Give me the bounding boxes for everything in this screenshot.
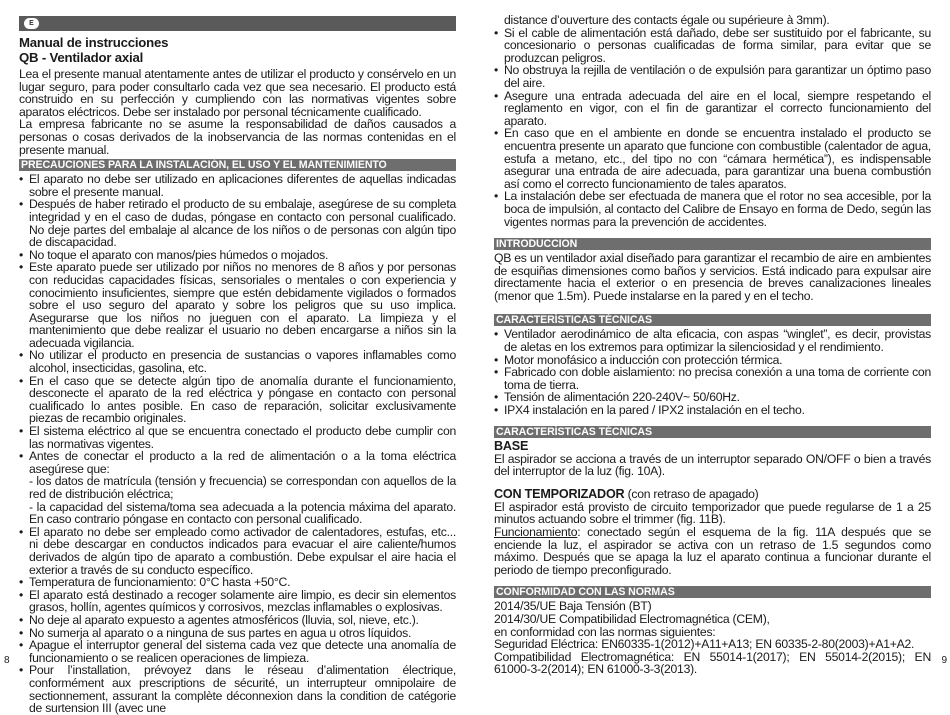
list-item: • Ventilador aerodinámico de alta eficacia, con aspas “winglet”, es decir, provistas de aletas en los extremos para optimizar la silenciosidad y el rendimiento. xyxy=(494,328,931,353)
technical-characteristics-list xyxy=(494,328,931,416)
page-number-left: 8 xyxy=(4,655,10,666)
list-item: • Antes de conectar el producto a la red de alimentación o a la toma eléctrica asegúrese que: xyxy=(19,450,456,475)
function-label: Funcionamiento xyxy=(494,525,578,539)
norms-heading: CONFORMIDAD CON LAS NORMAS xyxy=(494,586,931,598)
list-item: • En caso que en el ambiente en donde se encuentra instalado el producto se encuentra presente un aparato que funcione con combustible (calentador de agua, estufa a metano, etc., del tipo no con “cámara hermética”), es indispensable asegurar una entrada de aire adecuada, para garantizar una buena combustión así como el correcto funcionamiento de tales aparatos. xyxy=(494,127,931,190)
timer-title-suffix: (con retraso de apagado) xyxy=(624,486,759,501)
manual-title: Manual de instrucciones xyxy=(19,35,169,50)
precautions-heading: PRECAUCIONES PARA LA INSTALACIÓN, EL USO Y EL MANTENIMIENTO xyxy=(19,159,456,171)
spacer xyxy=(494,417,931,423)
list-item: • Apague el interruptor general del sistema cada vez que detecte una anomalía de funcionamiento o se realicen operaciones de limpieza. xyxy=(19,639,456,664)
function-text: : conectado según el esquema de la fig. 11A después que se enciende la luz, el aspirador se activa con un retraso de 1.5 segundos como máximo. Después que se apaga la luz el aparato continua a funcionar durante el periodo de tiempo preconfigurado. xyxy=(494,525,931,577)
timer-text: El aspirador está provisto de circuito temporizador que puede regularse de 1 a 25 minutos actuando sobre el trimmer (fig. 11B). xyxy=(494,499,931,527)
list-item: • Asegure una entrada adecuada del aire en el local, siempre respetando el reglamento en vigor, con el fin de garantizar el correcto funcionamiento del aparato. xyxy=(494,90,931,128)
precautions-list-2 xyxy=(19,526,456,715)
list-item: • El sistema eléctrico al que se encuentra conectado el producto debe cumplir con las normativas vigentes. xyxy=(19,425,456,450)
norm-line: Seguridad Eléctrica: EN60335-1(2012)+A11+A13; EN 60335-2-80(2003)+A1+A2. xyxy=(494,637,915,652)
list-item: • No sumerja al aparato o a ninguna de sus partes en agua u otros líquidos. xyxy=(19,627,456,640)
list-item: • Después de haber retirado el producto de su embalaje, asegúrese de su completa integridad y en el caso de dudas, póngase en contacto con personal cualificado. No deje partes del embalaje al alcance de los niños o de personas con algún tipo de discapacidad. xyxy=(19,198,456,248)
list-item: • Este aparato puede ser utilizado por niños no menores de 8 años y por personas con reducidas capacidades físicas, sensoriales o mentales o con experiencia y conocimiento insuficientes, siempre que estén debidamente vigilados o formados sobre el uso seguro del aparato y sobre los peligros que su uso implica. Asegurarse que los niños no jueguen con el aparato. La limpieza y el mantenimiento que debe realizar el usuario no deben encargarse a niños sin la adecuada vigilancia. xyxy=(19,261,456,349)
list-item: • Motor monofásico a inducción con protección térmica. xyxy=(494,354,931,367)
precautions-list-3 xyxy=(494,27,931,229)
language-bar xyxy=(19,16,456,31)
list-item: • No obstruya la rejilla de ventilación o de expulsión para garantizar un óptimo paso del aire. xyxy=(494,64,931,89)
list-item-continuation: distance d’ouverture des contacts égale ou supérieure à 3mm). xyxy=(504,13,830,27)
base-title: BASE xyxy=(494,438,529,453)
norm-line: 2014/30/UE Compatibilidad Electromagnética (CEM), xyxy=(494,611,770,626)
introduction-heading: INTRODUCCION xyxy=(494,238,931,250)
spacer xyxy=(494,302,931,311)
timer-title: CON TEMPORIZADOR xyxy=(494,486,625,501)
list-item: • Si el cable de alimentación está dañado, debe ser sustituido por el fabricante, su concesionario o personas cualificadas de forma similar, para evitar que se produzcan peligros. xyxy=(494,27,931,65)
norm-line: en conformidad con las normas siguientes: xyxy=(494,624,716,639)
list-item: • Tensión de alimentación 220-240V~ 50/60Hz. xyxy=(494,391,931,404)
right-page xyxy=(494,0,931,676)
product-title: QB - Ventilador axial xyxy=(19,50,144,65)
list-item-continuation: - los datos de matrícula (tensión y frecuencia) se correspondan con aquellos de la red de distribución eléctrica; xyxy=(29,474,456,501)
list-item: • No utilizar el producto en presencia de sustancias o vapores inflamables como alcohol, insecticidas, gasolina, etc. xyxy=(19,349,456,374)
disclaimer-paragraph: La empresa fabricante no se asume la responsabilidad de daños causados a personas o cosas derivados de la inobservancia de las normas contenidas en el presente manual. xyxy=(19,117,456,157)
list-item: • La instalación debe ser efectuada de manera que el rotor no sea accesible, por la boca de impulsión, al contacto del Calibre de Ensayo en forma de Dedo, según las vigentes normas para la prevención de accidentes. xyxy=(494,190,931,228)
language-badge: E xyxy=(24,18,39,29)
list-item: • El aparato no debe ser empleado como activador de calentadores, estufas, etc... ni debe descargar en conductos indicados para evacuar el aire caliente/humos derivados de algún tipo de aparato a combustión. Debe expulsar el aire hacia el exterior a través de su conducto específico. xyxy=(19,526,456,576)
list-item: • No toque el aparato con manos/pies húmedos o mojados. xyxy=(19,249,456,262)
list-item: • El aparato no debe ser utilizado en aplicaciones diferentes de aquellas indicadas sobre el presente manual. xyxy=(19,173,456,198)
list-item: • No deje al aparato expuesto a agentes atmosféricos (lluvia, sol, nieve, etc.). xyxy=(19,614,456,627)
norm-line: Compatibilidad Electromagnética: EN 55014-1(2017); EN 55014-2(2015); EN 61000-3-2(2014); EN 61000-3-3(2013). xyxy=(494,649,931,677)
norm-line: 2014/35/UE Baja Tensión (BT) xyxy=(494,599,652,614)
list-item: • En el caso que se detecte algún tipo de anomalía durante el funcionamiento, desconecte el aparato de la red eléctrica y póngase en contacto con personal cualificado lo antes posible. En caso de reparación, solicitar exclusivamente piezas de recambio originales. xyxy=(19,375,456,425)
spacer xyxy=(494,576,931,583)
technical-characteristics-heading: CARACTERÍSTICAS TÉCNICAS xyxy=(494,314,931,326)
technical-characteristics-heading-2: CARACTERÍSTICAS TÉCNICAS xyxy=(494,426,931,438)
list-item: • El aparato está destinado a recoger solamente aire limpio, es decir sin elementos grasos, hollín, agentes químicos y corrosivos, mezclas inflamables o explosivas. xyxy=(19,589,456,614)
spacer xyxy=(494,228,931,235)
introduction-text: QB es un ventilador axial diseñado para garantizar el recambio de aire en ambientes de esquiñas dimensiones como baños y servicios. Está indicado para expulsar aire directamente hacia el exterior o en presencia de breves canalizaciones lineales (menor que 1.5m). Puede instalarse en la pared y en el techo. xyxy=(494,251,931,303)
list-item: • Fabricado con doble aislamiento: no precisa conexión a una toma de corriente con toma de tierra. xyxy=(494,366,931,391)
page-number-right: 9 xyxy=(941,655,947,666)
left-page xyxy=(19,0,456,715)
precautions-list xyxy=(19,173,456,475)
list-item: • IPX4 instalación en la pared / IPX2 instalación en el techo. xyxy=(494,404,931,417)
timer-title-line xyxy=(494,488,931,501)
list-item: • Pour l’installation, prévoyez dans le réseau d’alimentation électrique, conformément aux prescriptions de sécurité, un interrupteur omnipolaire de sectionnement, assurant la complète déconnexion dans la condition de catégorie de surtension III (avec une xyxy=(19,664,456,714)
intro-paragraph: Lea el presente manual atentamente antes de utilizar el producto y consérvelo en un lugar seguro, para poder consultarlo cada vez que sea necesario. El producto está construido en su perfección y cumpliendo con las normativas vigentes sobre aparatos eléctricos. Debe ser instalado por personal técnicamente cualificado. xyxy=(19,67,456,119)
list-item: • Temperatura de funcionamiento: 0°C hasta +50°C. xyxy=(19,576,456,589)
base-text: El aspirador se acciona a través de un interruptor separado ON/OFF o bien a través del interruptor de la luz (fig. 10A). xyxy=(494,451,931,479)
function-paragraph xyxy=(494,526,931,576)
list-item-continuation: - la capacidad del sistema/toma sea adecuada a la potencia máxima del aparato. En caso contrario póngase en contacto con personal cualificado. xyxy=(29,499,456,527)
